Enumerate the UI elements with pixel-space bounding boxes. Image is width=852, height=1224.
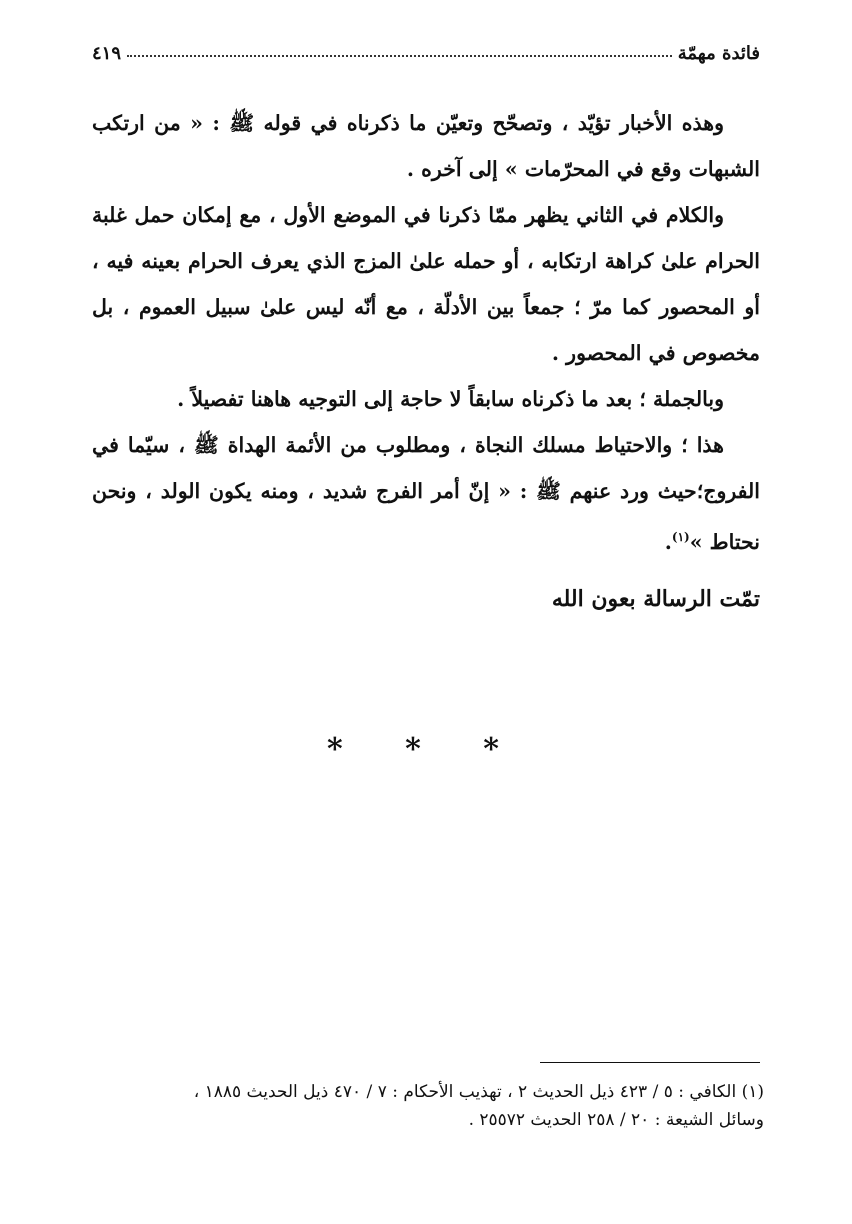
footnote xyxy=(80,1078,764,1134)
footnote-line-2: وسائل الشيعة : ٢٠ / ٢٥٨ الحديث ٢٥٥٧٢ . xyxy=(468,1110,764,1130)
running-header xyxy=(92,34,760,64)
paragraph-4-period: . xyxy=(664,529,672,554)
footnote-rule xyxy=(540,1062,760,1063)
closing-line: تمّت الرسالة بعون الله xyxy=(551,586,760,612)
paragraph-4-text: هذا ؛ والاحتياط مسلك النجاة ، ومطلوب من الأئمة الهداة ﷺ ، سيّما في الفروج؛حيث ورد عنهم ﷺ : « إنّ أمر الفرج شديد ، ومنه يكون الولد ، ونحن نحتاط » xyxy=(92,433,760,554)
header-title: فائدة مهمّة xyxy=(677,43,760,64)
paragraph-3: وبالجملة ؛ بعد ما ذكرناه سابقاً لا حاجة إلى التوجيه هاهنا تفصيلاً . xyxy=(177,387,724,411)
footnote-reference: (١) xyxy=(671,530,690,544)
section-separator: * * * xyxy=(327,732,525,767)
main-text xyxy=(92,100,760,565)
page-number: ٤١٩ xyxy=(92,43,122,64)
paragraph-4 xyxy=(92,422,760,565)
paragraph-1: وهذه الأخبار تؤيّد ، وتصحّح وتعيّن ما ذكرناه في قوله ﷺ : « من ارتكب الشبهات وقع في المحرّمات » إلى آخره . xyxy=(92,111,760,181)
footnote-line-1: (١) الكافي : ٥ / ٤٢٣ ذيل الحديث ٢ ، تهذيب الأحكام : ٧ / ٤٧٠ ذيل الحديث ١٨٨٥ ، xyxy=(193,1082,764,1102)
header-dot-leader xyxy=(127,55,672,57)
paragraph-2: والكلام في الثاني يظهر ممّا ذكرنا في الموضع الأول ، مع إمكان حمل غلبة الحرام علىٰ كراهة ارتكابه ، أو حمله علىٰ المزج الذي يعرف الحرام بعينه فيه ، أو المحصور كما مرّ ؛ جمعاً بين الأدلّة ، مع أنّه ليس علىٰ سبيل العموم ، بل مخصوص في المحصور . xyxy=(92,203,760,365)
